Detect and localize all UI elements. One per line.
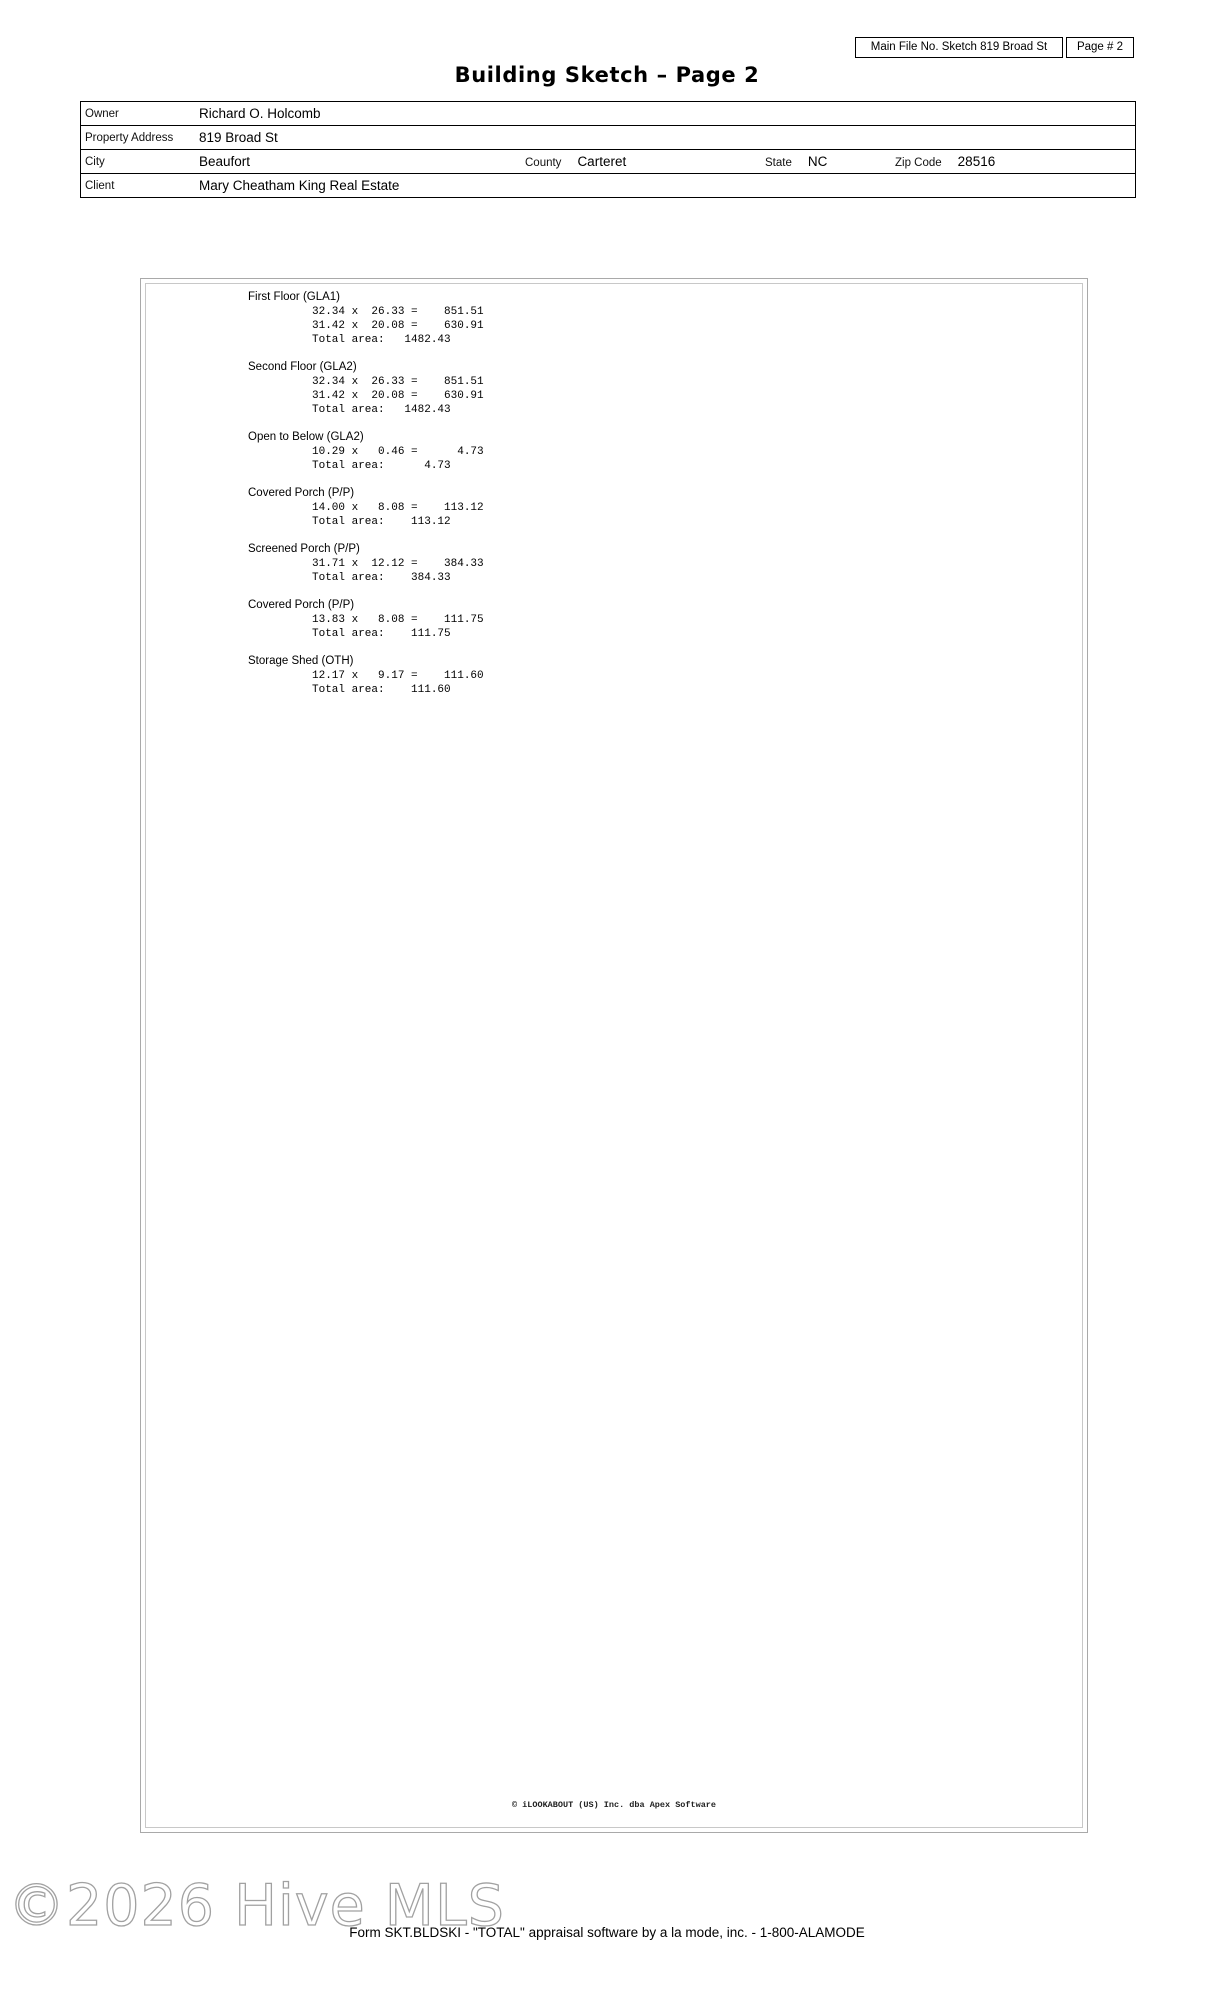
area-group-title: Second Floor (GLA2) xyxy=(248,361,357,373)
county-label: County xyxy=(525,157,562,169)
area-total-line: Total area: 1482.43 xyxy=(312,404,451,416)
area-dimension-line: 31.42 x 20.08 = 630.91 xyxy=(312,390,484,402)
page-title: Building Sketch – Page 2 xyxy=(454,63,760,87)
table-row-property-address xyxy=(81,126,1136,150)
table-row-city-county-state-zip xyxy=(81,150,1136,174)
area-group xyxy=(248,360,648,417)
main-file-no: Main File No. Sketch 819 Broad St xyxy=(855,37,1063,58)
table-row-owner xyxy=(81,102,1136,126)
area-total-line: Total area: 111.75 xyxy=(312,628,451,640)
state-value: NC xyxy=(807,154,828,169)
state-label: State xyxy=(765,157,792,169)
area-group xyxy=(248,654,648,697)
area-group xyxy=(248,486,648,529)
county-value: Carteret xyxy=(577,154,627,169)
area-dimension-line: 31.42 x 20.08 = 630.91 xyxy=(312,320,484,332)
area-group xyxy=(248,542,648,585)
client-label: Client xyxy=(85,179,115,192)
zip-value: 28516 xyxy=(957,154,996,169)
area-total-line: Total area: 1482.43 xyxy=(312,334,451,346)
area-total-line: Total area: 4.73 xyxy=(312,460,451,472)
property-info-table xyxy=(80,101,1136,198)
area-total-line: Total area: 384.33 xyxy=(312,572,451,584)
sketch-copyright: © iLOOKABOUT (US) Inc. dba Apex Software xyxy=(511,1800,717,1810)
area-group-title: Storage Shed (OTH) xyxy=(248,655,354,667)
owner-label: Owner xyxy=(85,107,119,120)
client-value: Mary Cheatham King Real Estate xyxy=(199,178,400,193)
property-address-value: 819 Broad St xyxy=(199,130,278,145)
area-group xyxy=(248,598,648,641)
area-group-title: Covered Porch (P/P) xyxy=(248,487,355,499)
area-dimension-line: 13.83 x 8.08 = 111.75 xyxy=(312,614,484,626)
area-dimension-line: 32.34 x 26.33 = 851.51 xyxy=(312,376,484,388)
area-dimension-line: 32.34 x 26.33 = 851.51 xyxy=(312,306,484,318)
area-group xyxy=(248,290,648,347)
watermark: ©2026 Hive MLS xyxy=(8,1873,505,1939)
area-dimension-line: 10.29 x 0.46 = 4.73 xyxy=(312,446,484,458)
area-group-title: Covered Porch (P/P) xyxy=(248,599,355,611)
table-row-client xyxy=(81,174,1136,198)
area-group-title: First Floor (GLA1) xyxy=(248,291,341,303)
area-group xyxy=(248,430,648,473)
city-label: City xyxy=(85,155,105,168)
owner-value: Richard O. Holcomb xyxy=(199,106,321,121)
area-group-title: Open to Below (GLA2) xyxy=(248,431,364,443)
area-total-line: Total area: 111.60 xyxy=(312,684,451,696)
area-dimension-line: 12.17 x 9.17 = 111.60 xyxy=(312,670,484,682)
zip-label: Zip Code xyxy=(895,157,942,169)
area-dimension-line: 31.71 x 12.12 = 384.33 xyxy=(312,558,484,570)
page-number: Page # 2 xyxy=(1066,37,1134,58)
area-total-line: Total area: 113.12 xyxy=(312,516,451,528)
area-dimension-line: 14.00 x 8.08 = 113.12 xyxy=(312,502,484,514)
area-calculations xyxy=(248,290,648,697)
city-value: Beaufort xyxy=(199,154,251,169)
area-group-title: Screened Porch (P/P) xyxy=(248,543,360,555)
property-address-label: Property Address xyxy=(85,131,174,144)
form-footer: Form SKT.BLDSKI - "TOTAL" appraisal software by a la mode, inc. - 1-800-ALAMODE xyxy=(349,1925,865,1940)
file-header xyxy=(855,37,1134,58)
